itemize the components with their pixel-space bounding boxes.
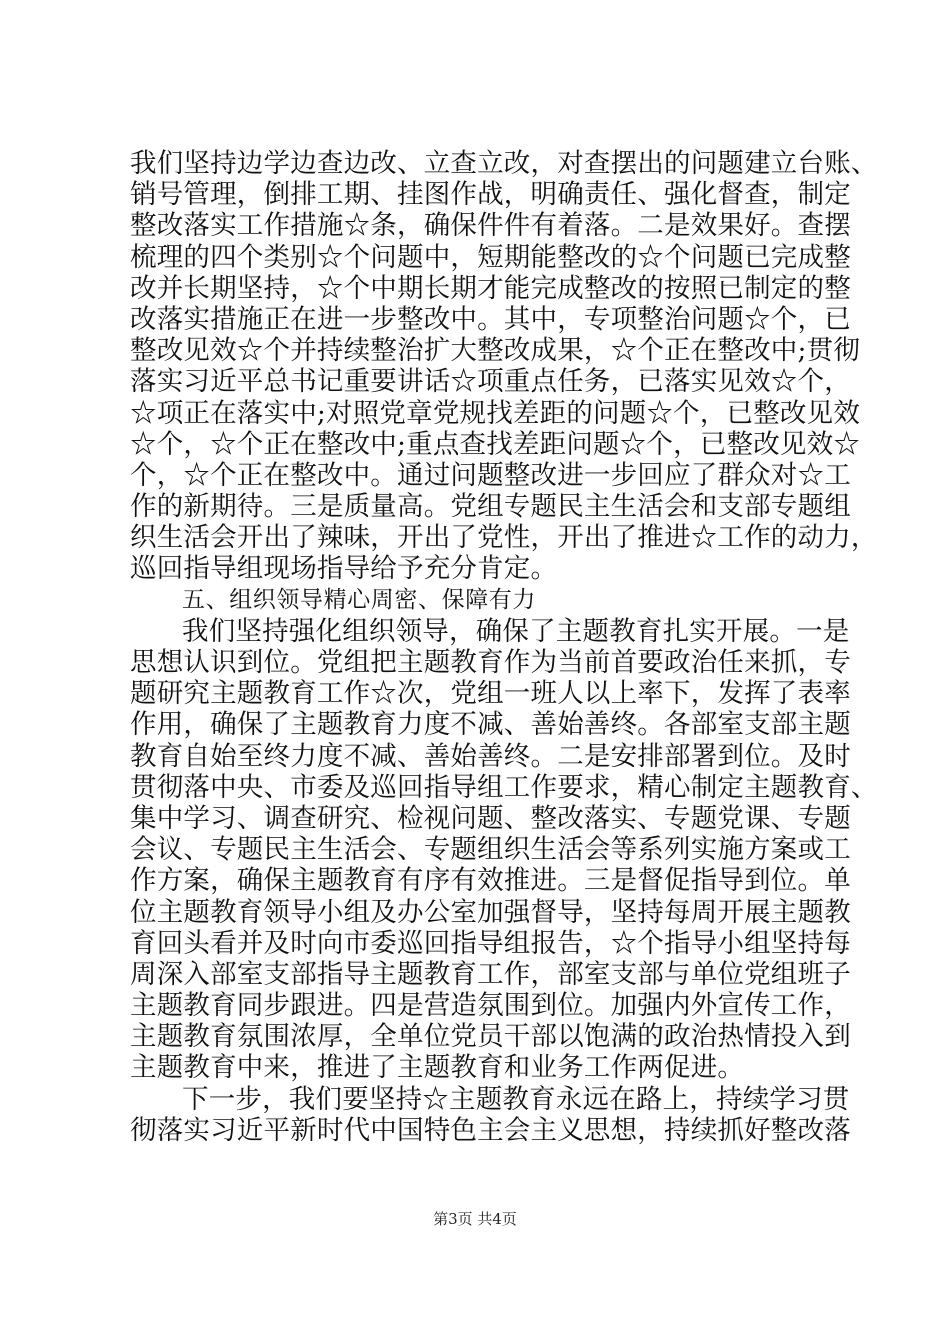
text-line: 集中学习、调查研究、检视问题、整改落实、专题党课、专题 [130,802,851,834]
text-line: 育回头看并及时向市委巡回指导组报告，☆个指导小组坚持每 [130,927,851,959]
text-line: 主题教育同步跟进。四是营造氛围到位。加强内外宣传工作， [130,990,851,1022]
text-line: 周深入部室支部指导主题教育工作，部室支部与单位党组班子 [130,958,851,990]
text-line: 我们坚持强化组织领导，确保了主题教育扎实开展。一是 [182,615,850,647]
text-line: 教育自始至终力度不减、善始善终。二是安排部署到位。及时 [130,740,851,772]
text-line: 下一步，我们要坚持☆主题教育永远在路上，持续学习贯 [182,1083,850,1115]
text-line: 作用，确保了主题教育力度不减、善始善终。各部室支部主题 [130,709,851,741]
text-line: 作的新期待。三是质量高。党组专题民主生活会和支部专题组 [130,491,851,523]
text-line: 织生活会开出了辣味，开出了党性，开出了推进☆工作的动力， [130,522,878,554]
text-line: 主题教育氛围浓厚，全单位党员干部以饱满的政治热情投入到 [130,1021,851,1053]
document-body [130,148,878,1146]
text-line: 整改落实工作措施☆条，确保件件有着落。二是效果好。查摆 [130,210,851,242]
text-line: 思想认识到位。党组把主题教育作为当前首要政治任来抓，专 [130,647,851,678]
text-line: 题研究主题教育工作☆次，党组一班人以上率下，发挥了表率 [130,678,851,710]
paragraph-3 [130,615,878,1084]
text-line: 落实习近平总书记重要讲话☆项重点任务，已落实见效☆个， [130,366,851,398]
section-heading [130,585,830,616]
text-line: 主题教育中来，推进了主题教育和业务工作两促进。 [130,1052,745,1084]
text-line: 我们坚持边学边查边改、立查立改，对查摆出的问题建立台账、 [130,148,878,179]
text-line: 会议、专题民主生活会、专题组织生活会等系列实施方案或工 [130,834,851,866]
page-number: 第3页 共4页 [433,1210,517,1228]
section-heading-text: 五、组织领导精心周密、保障有力 [182,586,536,613]
text-line: 销号管理，倒排工期、挂图作战，明确责任、强化督查，制定 [130,179,851,211]
text-line: 整改见效☆个并持续整治扩大整改成果，☆个正在整改中;贯彻 [130,335,861,367]
text-line: 梳理的四个类别☆个问题中，短期能整改的☆个问题已完成整 [130,241,851,273]
text-line: 个，☆个正在整改中。通过问题整改进一步回应了群众对☆工 [130,459,851,491]
text-line: 改并长期坚持，☆个中期长期才能完成整改的按照已制定的整 [130,272,851,304]
text-line: ☆项正在落实中;对照党章党规找差距的问题☆个，已整改见效 [130,397,861,429]
text-line: 作方案，确保主题教育有序有效推进。三是督促指导到位。单 [130,865,851,897]
text-line: 巡回指导组现场指导给予充分肯定。 [130,553,558,585]
paragraph-4 [130,1083,851,1146]
text-line: 彻落实习近平新时代中国特色主会主义思想，持续抓好整改落 [130,1114,851,1146]
paragraph-1 [130,148,878,585]
page-footer [0,1209,950,1229]
text-line: ☆个，☆个正在整改中;重点查找差距问题☆个，已整改见效☆ [130,428,861,460]
text-line: 贯彻落中央、市委及巡回指导组工作要求，精心制定主题教育、 [130,771,878,803]
text-line: 位主题教育领导小组及办公室加强督导，坚持每周开展主题教 [130,896,851,928]
text-line: 改落实措施正在进一步整改中。其中，专项整治问题☆个，已 [130,303,851,335]
